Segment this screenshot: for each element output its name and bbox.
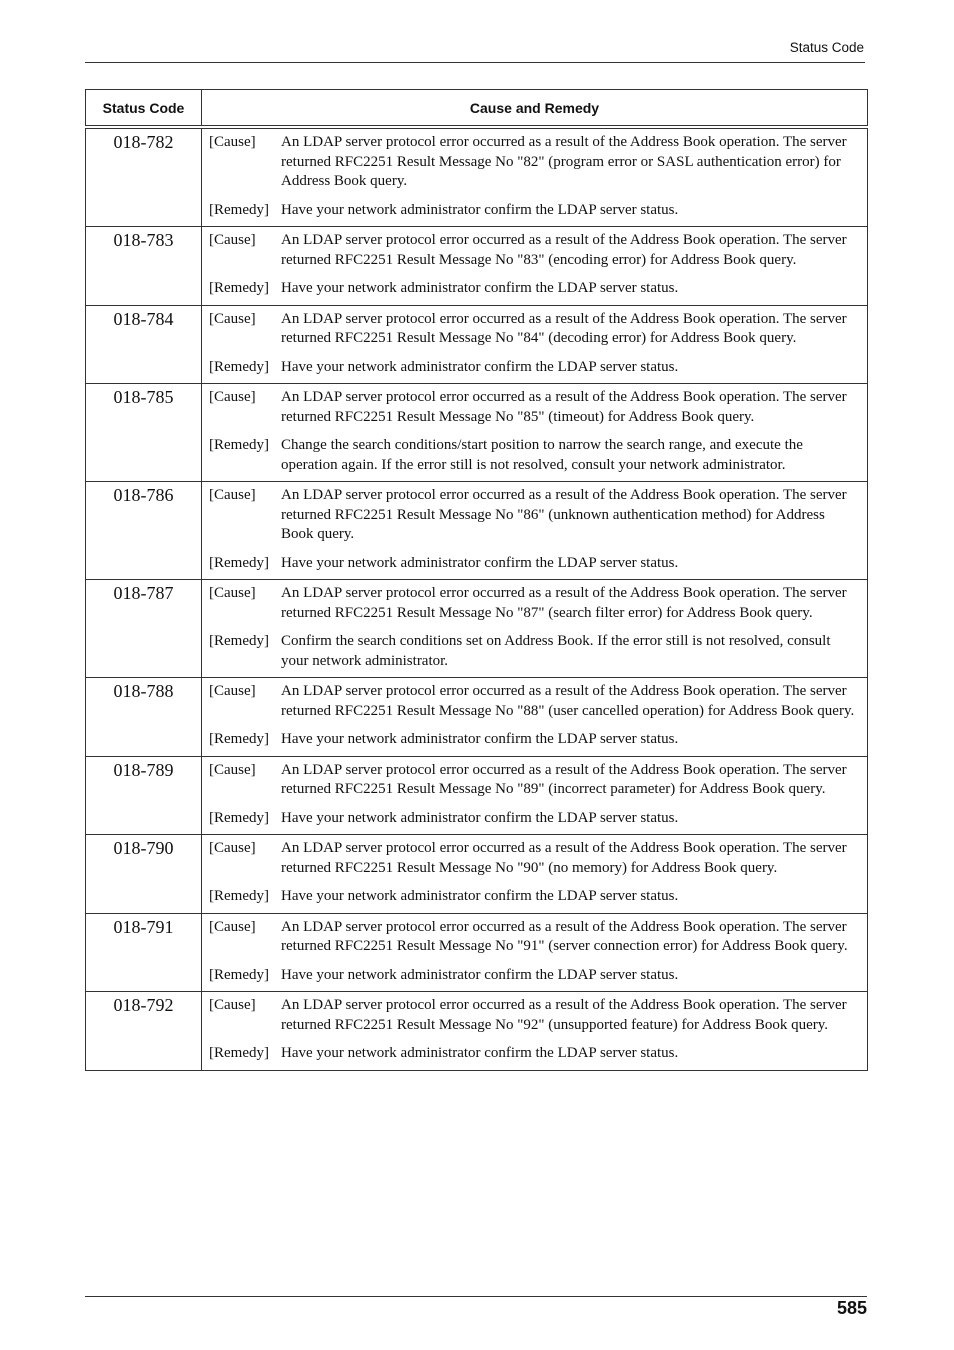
column-header-cause-and-remedy: Cause and Remedy xyxy=(202,90,868,128)
remedy-entry xyxy=(209,887,861,907)
remedy-text: Have your network administrator confirm the LDAP server status. xyxy=(281,809,679,826)
remedy-text: Have your network administrator confirm the LDAP server status. xyxy=(281,888,679,904)
remedy-entry xyxy=(209,632,861,671)
remedy-text: Have your network administrator confirm the LDAP server status. xyxy=(281,731,679,747)
cause-remedy-cell xyxy=(202,227,868,306)
cause-remedy-cell xyxy=(202,756,868,835)
remedy-entry xyxy=(209,730,861,750)
table-header-row xyxy=(86,90,868,128)
footer-rule xyxy=(85,1296,867,1297)
page-number: 585 xyxy=(836,1298,867,1318)
remedy-text: Have your network administrator confirm the LDAP server status. xyxy=(281,201,679,218)
table-row xyxy=(86,992,868,1071)
remedy-entry xyxy=(209,809,861,829)
cause-text: An LDAP server protocol error occurred as a result of the Address Book operation. The server returned RFC2251 Result Message No "83" (encoding error) for Address Book query. xyxy=(281,232,847,268)
remedy-label: [Remedy] xyxy=(209,809,269,826)
table-row xyxy=(86,127,868,227)
cause-remedy-cell xyxy=(202,992,868,1071)
cause-text: An LDAP server protocol error occurred as a result of the Address Book operation. The server returned RFC2251 Result Message No "82" (program error or SASL authentication error) for Address Book query. xyxy=(281,134,847,189)
cause-entry xyxy=(209,682,861,721)
status-code-cell: 018-788 xyxy=(86,678,202,757)
table-row xyxy=(86,482,868,580)
table-row xyxy=(86,384,868,482)
table-body xyxy=(86,127,868,1070)
status-code-cell: 018-790 xyxy=(86,835,202,914)
table-row xyxy=(86,227,868,306)
table-row xyxy=(86,913,868,992)
cause-text: An LDAP server protocol error occurred as a result of the Address Book operation. The server returned RFC2251 Result Message No "89" (incorrect parameter) for Address Book query. xyxy=(281,761,847,797)
cause-entry xyxy=(209,918,861,957)
status-code-cell: 018-787 xyxy=(86,580,202,678)
cause-label: [Cause] xyxy=(209,310,256,327)
cause-entry xyxy=(209,839,861,878)
cause-label: [Cause] xyxy=(209,918,256,935)
cause-text: An LDAP server protocol error occurred as a result of the Address Book operation. The server returned RFC2251 Result Message No "85" (timeout) for Address Book query. xyxy=(281,389,847,425)
remedy-label: [Remedy] xyxy=(209,731,269,747)
remedy-text: Have your network administrator confirm the LDAP server status. xyxy=(281,358,679,375)
status-code-table xyxy=(85,89,868,1071)
cause-remedy-cell xyxy=(202,580,868,678)
table-row xyxy=(86,678,868,757)
cause-entry xyxy=(209,486,861,545)
cause-entry xyxy=(209,996,861,1035)
remedy-text: Have your network administrator confirm the LDAP server status. xyxy=(281,554,679,571)
status-code-cell: 018-791 xyxy=(86,913,202,992)
cause-entry xyxy=(209,231,861,270)
cause-label: [Cause] xyxy=(209,232,256,248)
remedy-label: [Remedy] xyxy=(209,358,269,375)
column-header-status-code: Status Code xyxy=(86,90,202,128)
remedy-label: [Remedy] xyxy=(209,1045,269,1061)
table-row xyxy=(86,580,868,678)
cause-label: [Cause] xyxy=(209,389,256,405)
table-row xyxy=(86,305,868,384)
remedy-entry xyxy=(209,554,861,574)
remedy-label: [Remedy] xyxy=(209,888,269,904)
cause-text: An LDAP server protocol error occurred as a result of the Address Book operation. The server returned RFC2251 Result Message No "92" (unsupported feature) for Address Book query. xyxy=(281,997,847,1033)
remedy-label: [Remedy] xyxy=(209,437,269,453)
cause-label: [Cause] xyxy=(209,997,256,1013)
cause-text: An LDAP server protocol error occurred as a result of the Address Book operation. The server returned RFC2251 Result Message No "88" (user cancelled operation) for Address Book query. xyxy=(281,683,855,719)
remedy-entry xyxy=(209,436,861,475)
remedy-label: [Remedy] xyxy=(209,966,269,983)
status-code-cell: 018-792 xyxy=(86,992,202,1071)
cause-entry xyxy=(209,133,861,192)
remedy-label: [Remedy] xyxy=(209,633,269,649)
table-row xyxy=(86,756,868,835)
cause-remedy-cell xyxy=(202,835,868,914)
status-code-cell: 018-782 xyxy=(86,127,202,227)
cause-remedy-cell xyxy=(202,384,868,482)
cause-label: [Cause] xyxy=(209,683,256,699)
cause-label: [Cause] xyxy=(209,585,256,601)
cause-text: An LDAP server protocol error occurred as a result of the Address Book operation. The server returned RFC2251 Result Message No "87" (search filter error) for Address Book query. xyxy=(281,585,847,621)
cause-text: An LDAP server protocol error occurred as a result of the Address Book operation. The server returned RFC2251 Result Message No "86" (unknown authentication method) for Address Book query. xyxy=(281,487,847,542)
remedy-entry xyxy=(209,201,861,221)
cause-label: [Cause] xyxy=(209,134,256,150)
cause-remedy-cell xyxy=(202,482,868,580)
cause-entry xyxy=(209,310,861,349)
cause-remedy-cell xyxy=(202,913,868,992)
cause-remedy-cell xyxy=(202,305,868,384)
remedy-text: Change the search conditions/start position to narrow the search range, and execute the operation again. If the error still is not resolved, consult your network administrator. xyxy=(281,437,803,473)
cause-label: [Cause] xyxy=(209,487,256,503)
status-code-cell: 018-785 xyxy=(86,384,202,482)
remedy-entry xyxy=(209,966,861,986)
status-code-cell: 018-783 xyxy=(86,227,202,306)
cause-entry xyxy=(209,584,861,623)
remedy-entry xyxy=(209,279,861,299)
status-code-cell: 018-789 xyxy=(86,756,202,835)
cause-entry xyxy=(209,388,861,427)
cause-text: An LDAP server protocol error occurred as a result of the Address Book operation. The server returned RFC2251 Result Message No "91" (server connection error) for Address Book query. xyxy=(281,918,848,954)
cause-entry xyxy=(209,761,861,800)
cause-label: [Cause] xyxy=(209,761,256,778)
header-rule xyxy=(85,62,865,63)
remedy-label: [Remedy] xyxy=(209,554,269,571)
remedy-text: Have your network administrator confirm the LDAP server status. xyxy=(281,280,679,296)
remedy-label: [Remedy] xyxy=(209,201,269,218)
remedy-text: Have your network administrator confirm the LDAP server status. xyxy=(281,966,679,983)
cause-remedy-cell xyxy=(202,127,868,227)
remedy-text: Have your network administrator confirm the LDAP server status. xyxy=(281,1045,679,1061)
table-row xyxy=(86,835,868,914)
cause-label: [Cause] xyxy=(209,840,256,856)
remedy-label: [Remedy] xyxy=(209,280,269,296)
cause-remedy-cell xyxy=(202,678,868,757)
cause-text: An LDAP server protocol error occurred as a result of the Address Book operation. The server returned RFC2251 Result Message No "90" (no memory) for Address Book query. xyxy=(281,840,847,876)
status-code-cell: 018-784 xyxy=(86,305,202,384)
remedy-entry xyxy=(209,1044,861,1064)
status-code-cell: 018-786 xyxy=(86,482,202,580)
remedy-entry xyxy=(209,358,861,378)
running-head: Status Code xyxy=(789,40,864,55)
cause-text: An LDAP server protocol error occurred as a result of the Address Book operation. The server returned RFC2251 Result Message No "84" (decoding error) for Address Book query. xyxy=(281,310,847,346)
remedy-text: Confirm the search conditions set on Address Book. If the error still is not resolved, consult your network administrator. xyxy=(281,633,831,669)
